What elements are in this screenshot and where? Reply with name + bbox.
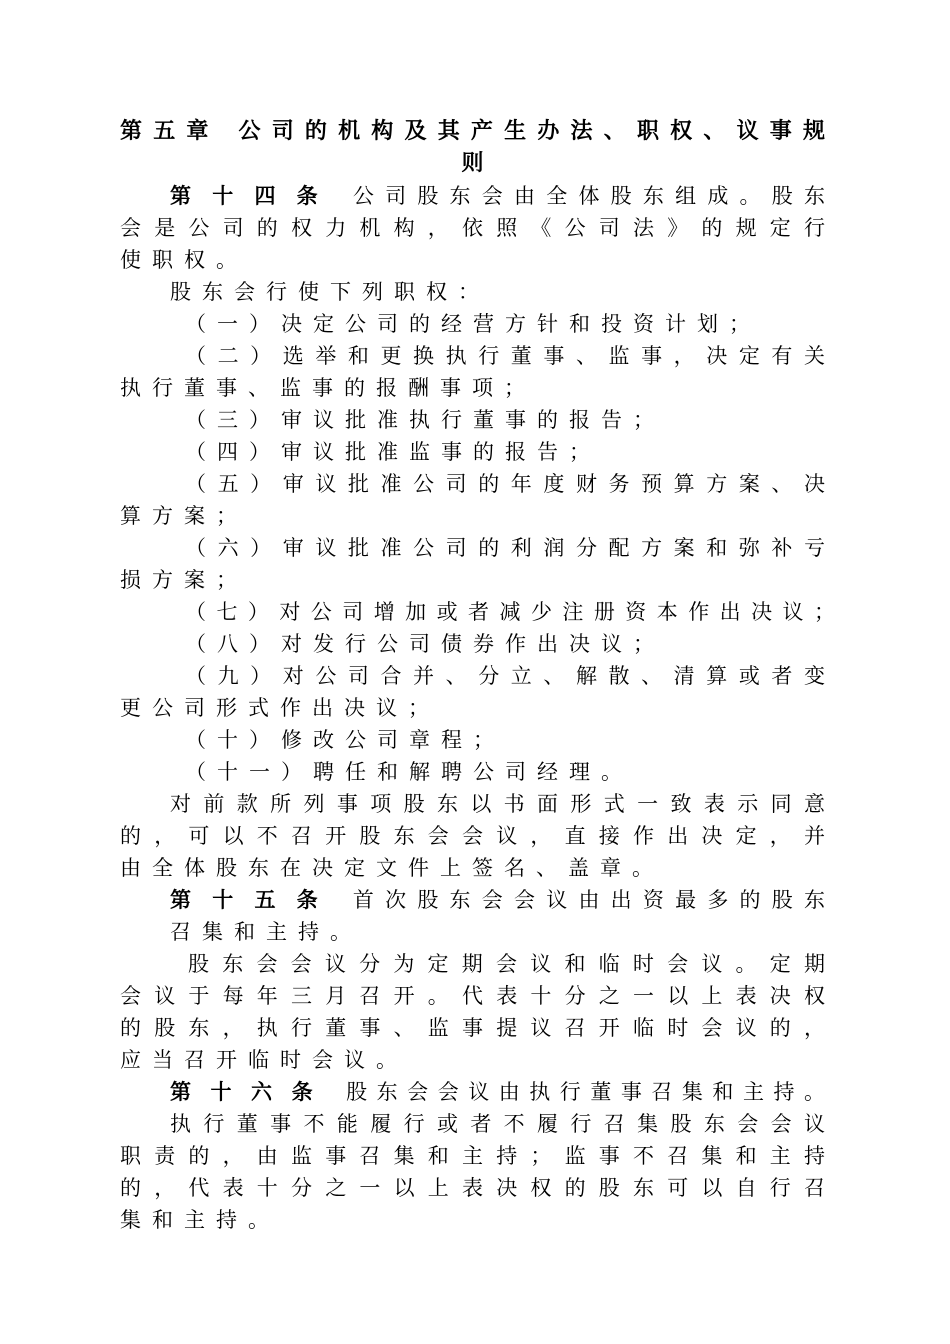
article-15-line-2: 召集和主持。 [170, 920, 362, 944]
article-15-para-2-line-2: 会议于每年三月召开。代表十分之一以上表决权 [120, 984, 825, 1008]
power-item-5-line-1: （五）审议批准公司的年度财务预算方案、决 [185, 472, 825, 496]
article-14-line-2: 会是公司的权力机构，依照《公司法》的规定行 [120, 216, 825, 240]
power-item-8: （八）对发行公司债券作出决议； [185, 632, 665, 656]
article-15-para-2-line-1: 股东会会议分为定期会议和临时会议。定期 [188, 952, 825, 976]
chapter-title-line-2: 则 [461, 151, 484, 176]
article-15-line-1 [170, 884, 825, 916]
article-15-label: 第十五条 [170, 888, 339, 912]
article-14-text: 公司股东会由全体股东组成。股东 [352, 184, 826, 208]
power-item-6-line-2: 损方案； [120, 568, 248, 592]
article-15-para-2-line-4: 应当召开临时会议。 [120, 1048, 408, 1072]
article-15-text: 首次股东会会议由出资最多的股东 [352, 888, 826, 912]
power-item-2-line-1: （二）选举和更换执行董事、监事，决定有关 [185, 344, 825, 368]
power-item-1: （一）决定公司的经营方针和投资计划； [185, 312, 761, 336]
article-16-line-3: 职责的，由监事召集和主持；监事不召集和主持 [120, 1144, 825, 1168]
power-item-9-line-2: 更公司形式作出决议； [120, 696, 440, 720]
power-item-10: （十）修改公司章程； [185, 728, 505, 752]
chapter-title-line-1: 第五章 公司的机构及其产生办法、职权、议事规 [120, 119, 825, 144]
power-item-6-line-1: （六）审议批准公司的利润分配方案和弥补亏 [185, 536, 825, 560]
consent-line-1: 对前款所列事项股东以书面形式一致表示同意 [170, 792, 825, 816]
article-16-line-2: 执行董事不能履行或者不履行召集股东会会议 [170, 1112, 825, 1136]
power-item-9-line-1: （九）对公司合并、分立、解散、清算或者变 [185, 664, 825, 688]
power-item-2-line-2: 执行董事、监事的报酬事项； [120, 376, 536, 400]
article-16-line-5: 集和主持。 [120, 1208, 280, 1232]
powers-intro: 股东会行使下列职权： [170, 280, 490, 304]
power-item-3: （三）审议批准执行董事的报告； [185, 408, 665, 432]
power-item-7: （七）对公司增加或者减少注册资本作出决议； [185, 600, 835, 624]
power-item-11: （十一）聘任和解聘公司经理。 [185, 760, 633, 784]
article-16-label: 第十六条 [170, 1080, 333, 1104]
power-item-4: （四）审议批准监事的报告； [185, 440, 601, 464]
consent-line-2: 的，可以不召开股东会会议，直接作出决定，并 [120, 824, 825, 848]
article-15-para-2-line-3: 的股东，执行董事、监事提议召开临时会议的， [120, 1016, 825, 1040]
article-16-line-1 [170, 1076, 825, 1108]
article-16-text: 股东会会议由执行董事召集和主持。 [346, 1080, 826, 1104]
article-14-line-1 [170, 180, 825, 212]
consent-line-3: 由全体股东在决定文件上签名、盖章。 [120, 856, 664, 880]
power-item-5-line-2: 算方案； [120, 504, 248, 528]
article-16-line-4: 的，代表十分之一以上表决权的股东可以自行召 [120, 1176, 825, 1200]
article-14-label: 第十四条 [170, 184, 339, 208]
article-14-line-3: 使职权。 [120, 248, 248, 272]
